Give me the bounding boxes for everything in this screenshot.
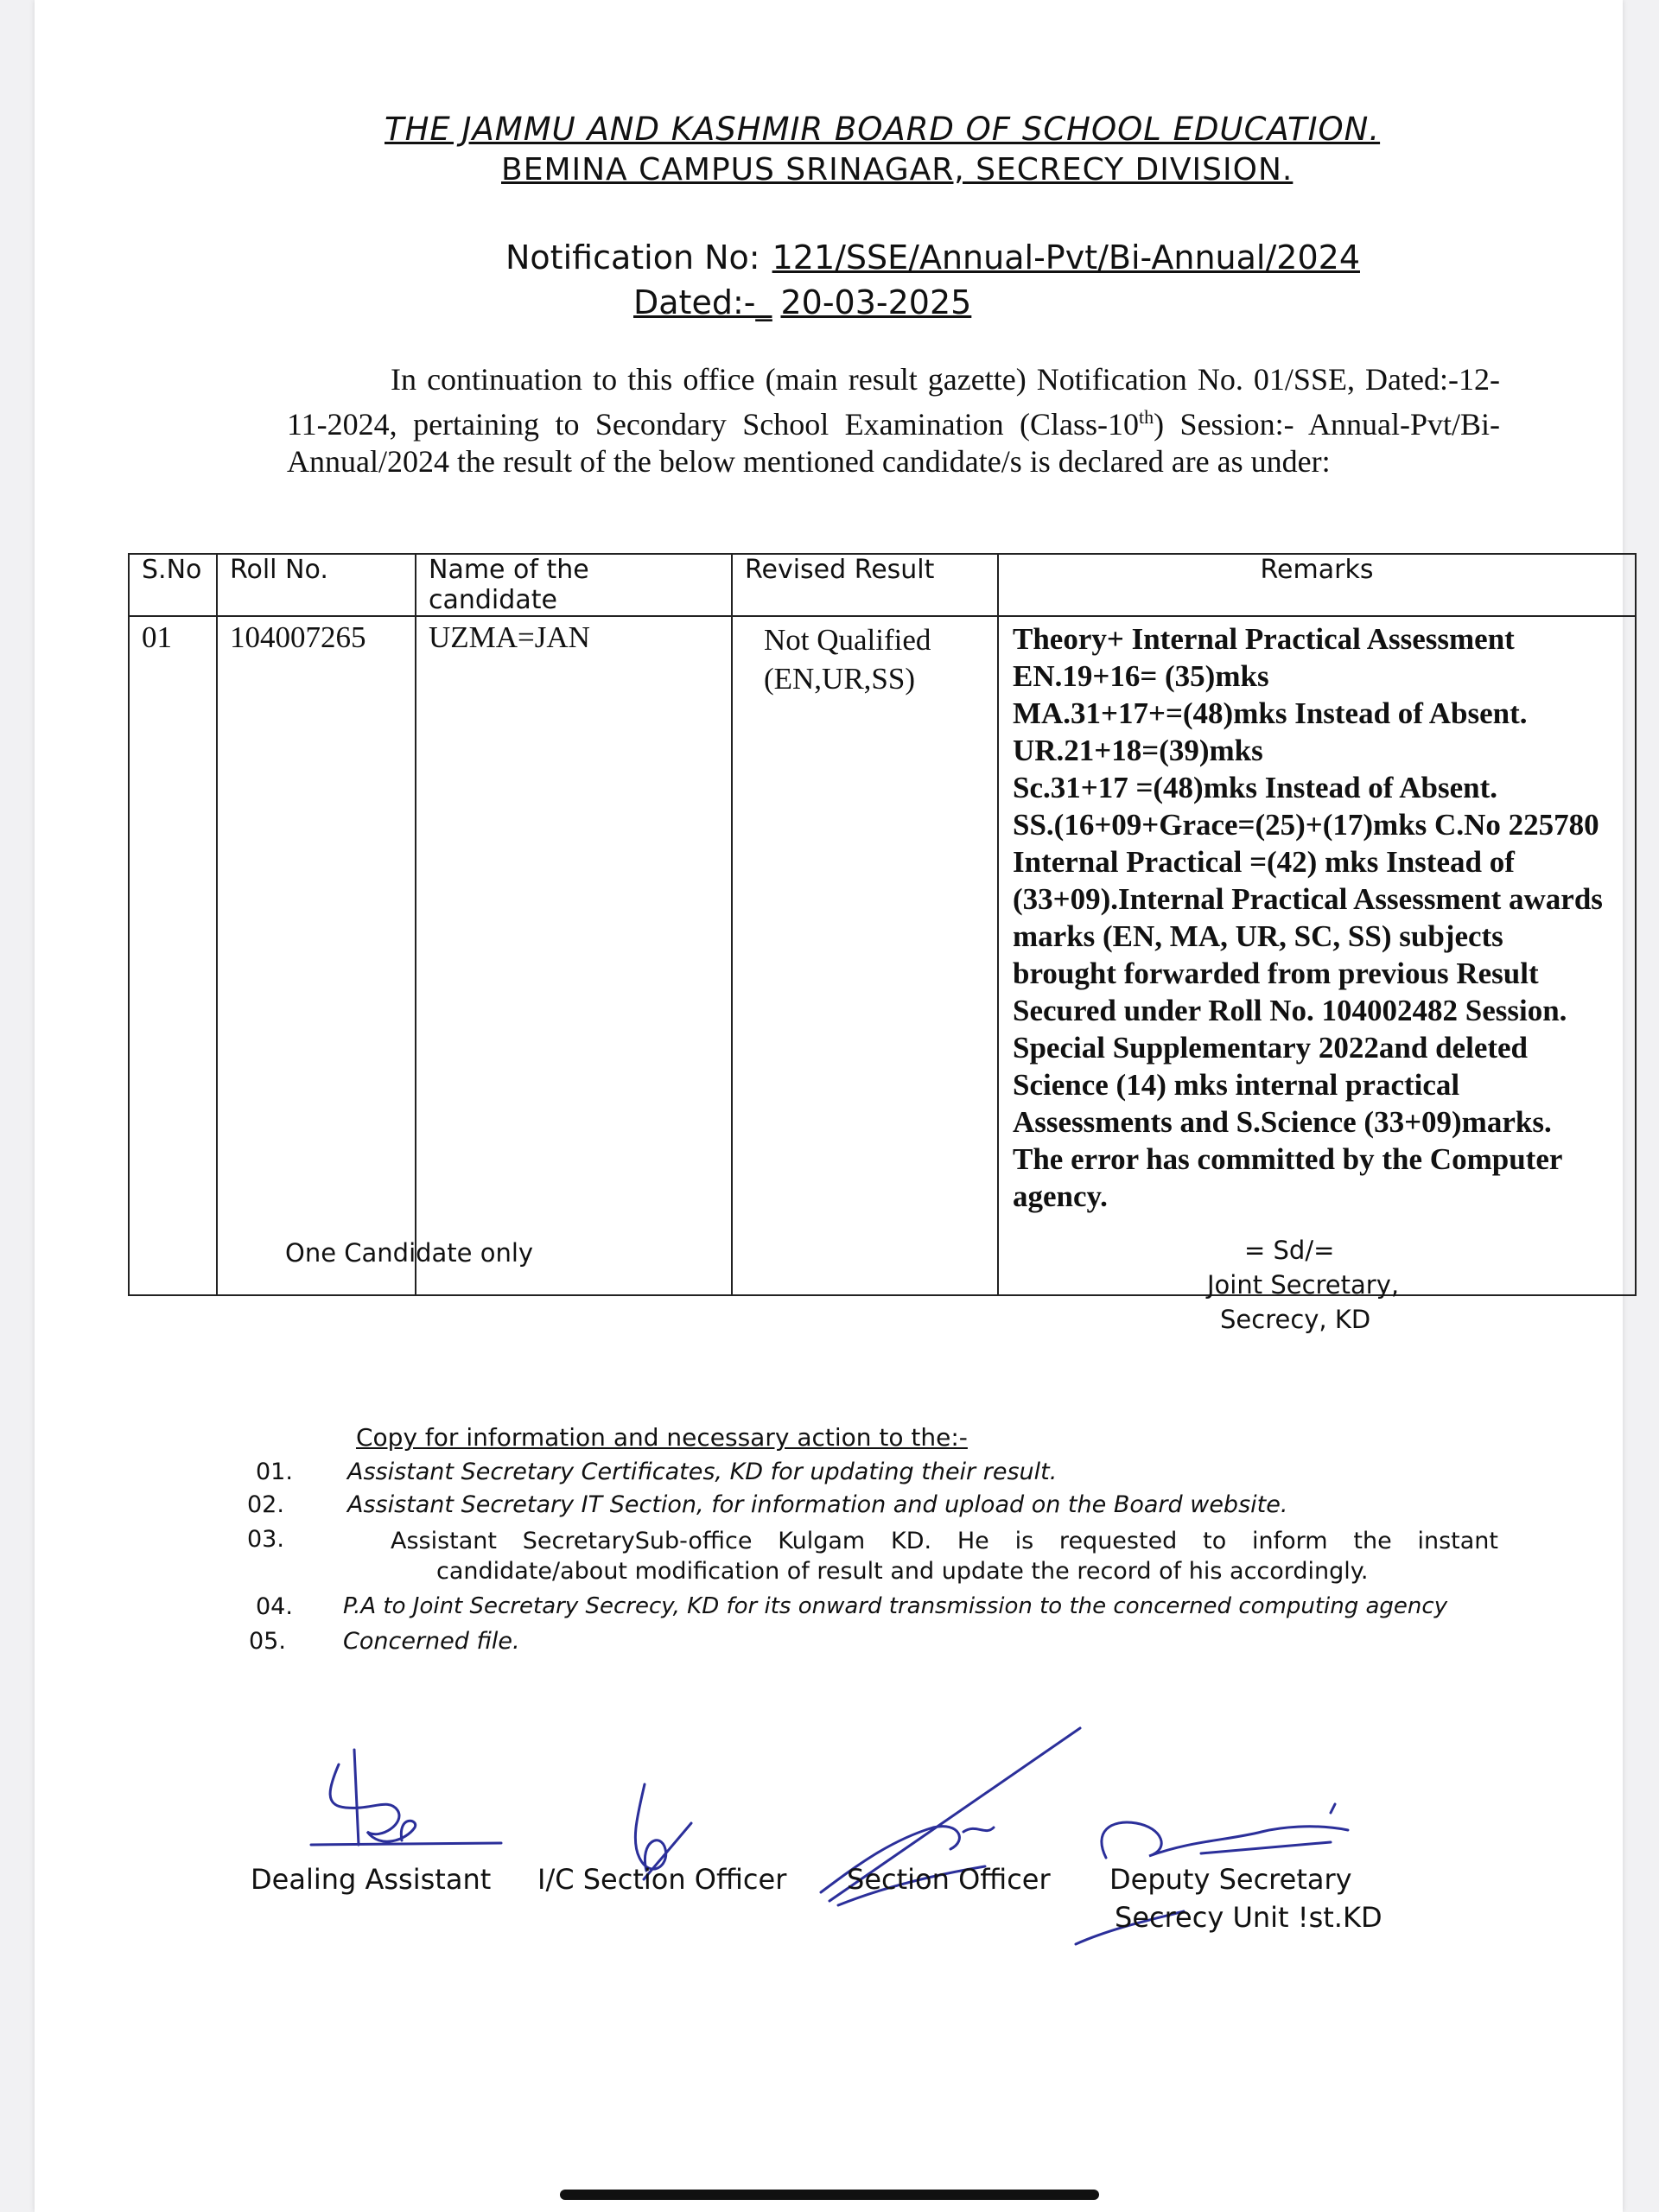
copy-item-text: P.A to Joint Secretary Secrecy, KD for its onward transmission to the concerned computing agency — [343, 1593, 1448, 1619]
copy-item-number: 04. — [256, 1593, 293, 1620]
copy-item-text: Assistant Secretary Certificates, KD for updating their result. — [347, 1459, 1058, 1485]
signature-secrecy-unit: Secrecy Unit !st.KD — [1115, 1901, 1382, 1934]
copy-item-text: Assistant SecretarySub-office Kulgam KD. He is requested to inform the instant — [391, 1528, 1498, 1554]
result-table — [128, 553, 1637, 1296]
dated-label: Dated:-_ — [633, 283, 772, 321]
signature-dealing-assistant: Dealing Assistant — [251, 1863, 492, 1896]
notification-date — [633, 283, 971, 321]
intro-part2: ) Session:- Annual-Pvt/Bi-Annual/2024 the result of the below mentioned candidate/s is declared are as under: — [287, 407, 1500, 479]
board-title: THE JAMMU AND KASHMIR BOARD OF SCHOOL EDUCATION. — [385, 111, 1381, 148]
document-page — [35, 0, 1623, 2212]
notification-number — [505, 238, 1360, 276]
table-row — [129, 616, 1636, 1295]
signatures-ink — [35, 1711, 1623, 1970]
copy-item-text-continued: candidate/about modification of result and update the record of his accordingly. — [436, 1558, 1369, 1585]
copy-item-number: 03. — [247, 1526, 284, 1553]
division-title: BEMINA CAMPUS SRINAGAR, SECRECY DIVISION. — [501, 152, 1294, 188]
signature-deputy-secretary: Deputy Secretary — [1109, 1863, 1352, 1896]
cell-result: Not Qualified (EN,UR,SS) — [732, 616, 998, 1295]
home-indicator[interactable] — [560, 2190, 1099, 2200]
table-header-row — [129, 554, 1636, 616]
copy-item-number: 05. — [249, 1628, 286, 1655]
cell-sno: 01 — [129, 616, 217, 1295]
copy-item-number: 02. — [247, 1491, 284, 1518]
cell-remarks: Theory+ Internal Practical Assessment EN.19+16= (35)mks MA.31+17+=(48)mks Instead of Absent. UR.21+18=(39)mks Sc.31+17 =(48)mks Instead of Absent. SS.(16+09+Grace=(25)+(17)mks C.No 225780 Internal Practical =(42) mks Instead of (33+09).Internal Practical Assessment awards marks (EN, MA, UR, SC, SS) subjects brought forwarded from previous Result Secured under Roll No. 104002482 Session. Special Supplementary 2022and deleted Science (14) mks internal practical Assessments and S.Science (33+09)marks. The error has committed by the Computer agency. — [998, 616, 1636, 1295]
notification-label: Notification No: — [505, 238, 760, 276]
intro-sup: th — [1139, 406, 1154, 428]
intro-part1: In continuation to this office (main result gazette) Notification No. 01/SSE, Dated:-12-11-2024, pertaining to Secondary School Examination (Class-10 — [287, 362, 1500, 442]
header-sno: S.No — [129, 554, 217, 616]
signatory-designation: Joint Secretary, — [1207, 1270, 1400, 1300]
header-remarks: Remarks — [998, 554, 1636, 616]
cell-roll: 104007265 — [217, 616, 416, 1295]
sd-mark: = Sd/= — [1244, 1236, 1335, 1265]
copy-item-text: Concerned file. — [343, 1628, 520, 1655]
dated-value: 20-03-2025 — [780, 283, 972, 321]
copy-heading: Copy for information and necessary action to the:- — [356, 1423, 968, 1452]
notification-value: 121/SSE/Annual-Pvt/Bi-Annual/2024 — [772, 238, 1360, 276]
header-roll: Roll No. — [217, 554, 416, 616]
candidate-count-note: One Candidate only — [285, 1238, 534, 1268]
header-result: Revised Result — [732, 554, 998, 616]
signature-section-officer: Section Officer — [847, 1863, 1051, 1896]
dealing-assistant-signature — [311, 1750, 501, 1845]
signatory-office: Secrecy, KD — [1220, 1305, 1371, 1334]
cell-name: UZMA=JAN — [416, 616, 732, 1295]
header-name: Name of the candidate — [416, 554, 732, 616]
intro-paragraph — [287, 361, 1500, 480]
signature-ic-section-officer: I/C Section Officer — [537, 1863, 787, 1896]
copy-item-text: Assistant Secretary IT Section, for information and upload on the Board website. — [347, 1491, 1288, 1518]
copy-item-number: 01. — [256, 1459, 293, 1485]
